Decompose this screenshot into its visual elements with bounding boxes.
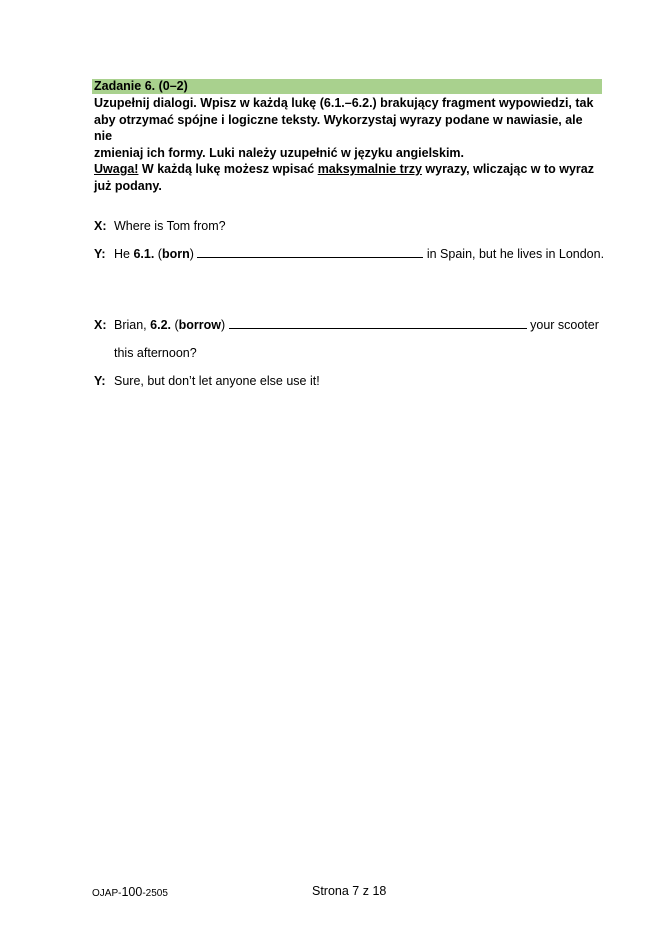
instruction-line-1: Uzupełnij dialogi. Wpisz w każdą lukę (6.1.–6.2.) brakujący fragment wypowiedzi, tak [94, 96, 594, 110]
paren-close: ) [189, 247, 198, 261]
exam-code [92, 885, 168, 901]
exam-code-prefix: OJAP- [92, 888, 122, 899]
given-word: born [161, 247, 190, 261]
answer-gap-6-2[interactable] [229, 317, 527, 329]
note-emphasis: maksymalnie trzy [317, 162, 422, 176]
note-part-2: wyrazy, wliczając w to wyraz [421, 162, 594, 176]
note-part-1: W każdą lukę możesz wpisać [138, 162, 318, 176]
text-after-gap: in Spain, but he lives in London. [423, 247, 605, 261]
speaker-label: X: [94, 219, 107, 233]
task-title: Zadanie 6. (0–2) [92, 79, 602, 94]
paren-open: ( [154, 247, 162, 261]
dialog2-line1 [94, 317, 599, 333]
text-before-gap: Brian, [114, 318, 151, 332]
speaker-label: Y: [94, 374, 106, 388]
speaker-label: X: [94, 318, 107, 332]
dialog-text: Sure, but don’t let anyone else use it! [114, 374, 320, 388]
exam-code-suffix: -2505 [142, 888, 168, 899]
text-after-gap: your scooter [526, 318, 599, 332]
answer-gap-6-1[interactable] [197, 246, 423, 258]
exam-code-number: 100 [121, 885, 143, 899]
task-instructions [94, 95, 604, 194]
paren-close: ) [221, 318, 229, 332]
dialog1-line2 [94, 246, 604, 262]
text-before-gap: He [114, 247, 134, 261]
dialog2-line1-continuation: this afternoon? [114, 346, 197, 360]
dialog-text: Where is Tom from? [114, 219, 226, 233]
paren-open: ( [171, 318, 179, 332]
instruction-line-3: zmieniaj ich formy. Luki należy uzupełnić w języku angielskim. [94, 145, 465, 160]
dialog1-line1 [94, 218, 226, 234]
given-word: borrow [178, 318, 221, 332]
page-number: Strona 7 z 18 [312, 884, 387, 898]
gap-number: 6.1. [133, 247, 155, 261]
instruction-line-2: aby otrzymać spójne i logiczne teksty. Wykorzystaj wyrazy podane w nawiasie, ale nie [94, 112, 583, 143]
gap-number: 6.2. [150, 318, 171, 332]
note-line-1 [94, 161, 604, 178]
speaker-label: Y: [94, 247, 106, 261]
dialog2-line2 [94, 373, 320, 389]
note-line-2: już podany. [94, 178, 162, 193]
note-label: Uwaga! [94, 162, 139, 176]
